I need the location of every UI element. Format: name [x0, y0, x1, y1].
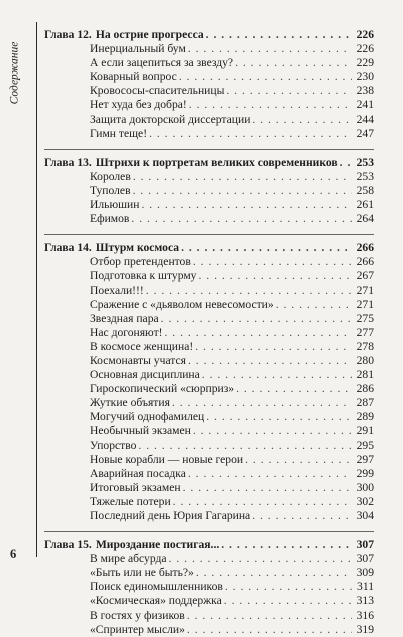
- entry-title: Поехали!!!: [90, 283, 144, 297]
- entry-title: Жуткие объятия: [90, 396, 170, 410]
- entry-title: Коварный вопрос: [90, 70, 177, 84]
- dot-leader: [181, 241, 352, 255]
- toc-entry[interactable]: [44, 56, 374, 70]
- toc-entry[interactable]: [44, 594, 374, 608]
- toc-entry[interactable]: [44, 495, 374, 509]
- entry-page: 277: [356, 325, 374, 339]
- toc-chapter: [44, 234, 374, 523]
- toc-entry[interactable]: [44, 509, 374, 523]
- dot-leader: [187, 609, 352, 623]
- toc-entry[interactable]: [44, 354, 374, 368]
- dot-leader: [146, 284, 352, 298]
- chapter-title: Штрихи к портретам великих современников: [95, 155, 338, 169]
- toc-entry[interactable]: [44, 580, 374, 594]
- entry-page: 226: [356, 42, 374, 56]
- dot-leader: [141, 198, 352, 212]
- dot-leader: [172, 396, 352, 410]
- entry-page: 247: [356, 126, 374, 140]
- toc-entry[interactable]: [44, 298, 374, 312]
- entry-page: 271: [356, 297, 374, 311]
- entry-page: 271: [356, 283, 374, 297]
- entry-title: Защита докторской диссертации: [90, 112, 251, 126]
- entry-page: 264: [356, 212, 374, 226]
- dot-leader: [173, 495, 352, 509]
- chapter-label: Глава 13.: [44, 155, 92, 169]
- dot-leader: [149, 127, 352, 141]
- entry-title: Кровососы-спасительницы: [90, 84, 225, 98]
- dot-leader: [133, 184, 352, 198]
- running-head-vertical: [4, 28, 24, 118]
- chapter-label: Глава 14.: [44, 241, 92, 255]
- chapter-heading[interactable]: [44, 28, 374, 42]
- entry-page: 307: [356, 552, 374, 566]
- dot-leader: [138, 439, 352, 453]
- chapter-page: 307: [356, 538, 374, 552]
- toc-entry[interactable]: [44, 382, 374, 396]
- chapter-heading[interactable]: [44, 538, 374, 552]
- entry-page: 278: [356, 339, 374, 353]
- toc-entry[interactable]: [44, 312, 374, 326]
- entry-page: 316: [356, 608, 374, 622]
- entry-title: Инерциальный бум: [90, 42, 186, 56]
- entry-title: Подготовка к штурму: [90, 269, 197, 283]
- dot-leader: [221, 538, 352, 552]
- toc-entry[interactable]: [44, 70, 374, 84]
- dot-leader: [188, 42, 352, 56]
- toc-entry[interactable]: [44, 269, 374, 283]
- entry-page: 253: [356, 169, 374, 183]
- toc-entry[interactable]: [44, 481, 374, 495]
- entry-title: Основная дисциплина: [90, 368, 200, 382]
- entry-page: 287: [356, 396, 374, 410]
- chapter-label: Глава 15.: [44, 538, 92, 552]
- dot-leader: [340, 156, 352, 170]
- toc-entry[interactable]: [44, 424, 374, 438]
- toc-entry[interactable]: [44, 284, 374, 298]
- entry-title: Последний день Юрия Гагарина: [90, 509, 251, 522]
- entry-title: Необычный экзамен: [90, 424, 191, 438]
- toc-entry[interactable]: [44, 113, 374, 127]
- entry-title: В гостях у физиков: [90, 608, 185, 622]
- toc-entry[interactable]: [44, 170, 374, 184]
- entry-page: 280: [356, 353, 374, 367]
- entry-title: Упорство: [90, 438, 137, 452]
- chapter-divider: [44, 531, 374, 532]
- chapter-heading[interactable]: [44, 156, 374, 170]
- entry-title: «Спринтер мысли»: [90, 622, 185, 636]
- dot-leader: [187, 623, 352, 637]
- dot-leader: [161, 312, 352, 326]
- toc-entry[interactable]: [44, 552, 374, 566]
- toc-entry[interactable]: [44, 84, 374, 98]
- toc-entry[interactable]: [44, 255, 374, 269]
- dot-leader: [188, 467, 352, 481]
- toc-entry[interactable]: [44, 184, 374, 198]
- entry-page: 267: [356, 269, 374, 283]
- chapter-title: На острие прогресса: [95, 28, 204, 41]
- entry-page: 297: [356, 452, 374, 466]
- entry-title: «Быть или не быть?»: [90, 566, 194, 580]
- dot-leader: [133, 170, 352, 184]
- toc-entry[interactable]: [44, 453, 374, 467]
- entry-title: Ефимов: [90, 212, 130, 226]
- entry-page: 289: [356, 410, 374, 424]
- toc-entry[interactable]: [44, 623, 374, 637]
- dot-leader: [179, 70, 352, 84]
- entry-title: Туполев: [90, 183, 131, 197]
- toc-entry[interactable]: [44, 396, 374, 410]
- chapter-page: 226: [356, 28, 374, 41]
- dot-leader: [169, 552, 352, 566]
- entry-page: 302: [356, 494, 374, 508]
- entry-title: В космосе женщина!: [90, 339, 194, 353]
- entry-page: 309: [356, 566, 374, 580]
- chapter-heading[interactable]: [44, 241, 374, 255]
- toc-entry[interactable]: [44, 198, 374, 212]
- dot-leader: [206, 28, 352, 42]
- entry-title: В мире абсурда: [90, 552, 167, 566]
- toc-entry[interactable]: [44, 42, 374, 56]
- entry-title: Отбор претендентов: [90, 255, 191, 269]
- dot-leader: [183, 481, 352, 495]
- dot-leader: [235, 56, 352, 70]
- chapter-divider: [44, 149, 374, 150]
- toc-entry[interactable]: [44, 212, 374, 226]
- chapter-page: 266: [356, 241, 374, 255]
- toc-entry[interactable]: [44, 326, 374, 340]
- entry-title: Космонавты учатся: [90, 353, 186, 367]
- entry-page: 261: [356, 198, 374, 212]
- table-of-contents: [44, 28, 374, 637]
- toc-entry[interactable]: [44, 410, 374, 424]
- dot-leader: [236, 382, 352, 396]
- margin-rule: [36, 22, 37, 557]
- entry-title: Нет худа без добра!: [90, 98, 187, 112]
- dot-leader: [252, 509, 352, 523]
- dot-leader: [276, 298, 352, 312]
- dot-leader: [193, 424, 352, 438]
- entry-page: 244: [356, 112, 374, 126]
- toc-chapter: [44, 531, 374, 637]
- entry-title: А если зацепиться за звезду?: [90, 56, 234, 70]
- chapter-label: Глава 12.: [44, 28, 92, 41]
- dot-leader: [202, 368, 352, 382]
- entry-page: 258: [356, 183, 374, 197]
- toc-chapter: [44, 149, 374, 226]
- dot-leader: [188, 354, 352, 368]
- dot-leader: [198, 269, 352, 283]
- toc-entry[interactable]: [44, 467, 374, 481]
- entry-title: «Космическая» поддержка: [90, 594, 222, 608]
- entry-title: Новые корабли — новые герои: [90, 452, 244, 466]
- entry-page: 299: [356, 466, 374, 480]
- toc-entry[interactable]: [44, 127, 374, 141]
- entry-title: Сражение с «дьяволом невесомости»: [90, 297, 274, 311]
- entry-title: Нас догоняют!: [90, 325, 163, 339]
- entry-title: Гимн теще!: [90, 126, 148, 140]
- dot-leader: [252, 113, 352, 127]
- entry-page: 313: [356, 594, 374, 608]
- dot-leader: [189, 98, 352, 112]
- dot-leader: [131, 212, 352, 226]
- chapter-title: Мироздание постигая...: [95, 538, 220, 552]
- toc-entry[interactable]: [44, 98, 374, 112]
- entry-page: 266: [356, 255, 374, 269]
- entry-page: 300: [356, 480, 374, 494]
- entry-page: 295: [356, 438, 374, 452]
- entry-page: 291: [356, 424, 374, 438]
- dot-leader: [196, 566, 352, 580]
- entry-title: Звездная пара: [90, 311, 159, 325]
- dot-leader: [206, 410, 352, 424]
- entry-title: Поиск единомышленников: [90, 580, 223, 594]
- dot-leader: [225, 580, 352, 594]
- entry-title: Ильюшин: [90, 198, 140, 212]
- dot-leader: [165, 326, 353, 340]
- chapter-page: 253: [356, 155, 374, 169]
- toc-entry[interactable]: [44, 340, 374, 354]
- page-number: 6: [10, 547, 17, 561]
- entry-title: Тяжелые потери: [90, 494, 171, 508]
- entry-page: 281: [356, 368, 374, 382]
- entry-title: Итоговый экзамен: [90, 480, 181, 494]
- dot-leader: [226, 84, 352, 98]
- dot-leader: [224, 594, 352, 608]
- chapter-title: Штурм космоса: [95, 241, 180, 255]
- entry-page: 230: [356, 70, 374, 84]
- entry-page: 229: [356, 56, 374, 70]
- chapter-divider: [44, 234, 374, 235]
- entry-title: Королев: [90, 169, 131, 183]
- entry-title: Гироскопический «сюрприз»: [90, 382, 235, 396]
- dot-leader: [195, 340, 352, 354]
- toc-entry[interactable]: [44, 439, 374, 453]
- toc-entry[interactable]: [44, 368, 374, 382]
- toc-chapter: [44, 28, 374, 141]
- dot-leader: [245, 453, 352, 467]
- entry-page: 311: [357, 580, 374, 594]
- dot-leader: [193, 255, 352, 269]
- entry-page: 319: [356, 622, 374, 636]
- entry-title: Аварийная посадка: [90, 466, 186, 480]
- entry-page: 241: [356, 98, 374, 112]
- entry-page: 275: [356, 311, 374, 325]
- running-head-text: Содержание: [8, 41, 21, 105]
- entry-page: 238: [356, 84, 374, 98]
- toc-entry[interactable]: [44, 566, 374, 580]
- toc-entry[interactable]: [44, 609, 374, 623]
- entry-page: 286: [356, 382, 374, 396]
- entry-page: 304: [356, 509, 374, 522]
- entry-title: Могучий однофамилец: [90, 410, 205, 424]
